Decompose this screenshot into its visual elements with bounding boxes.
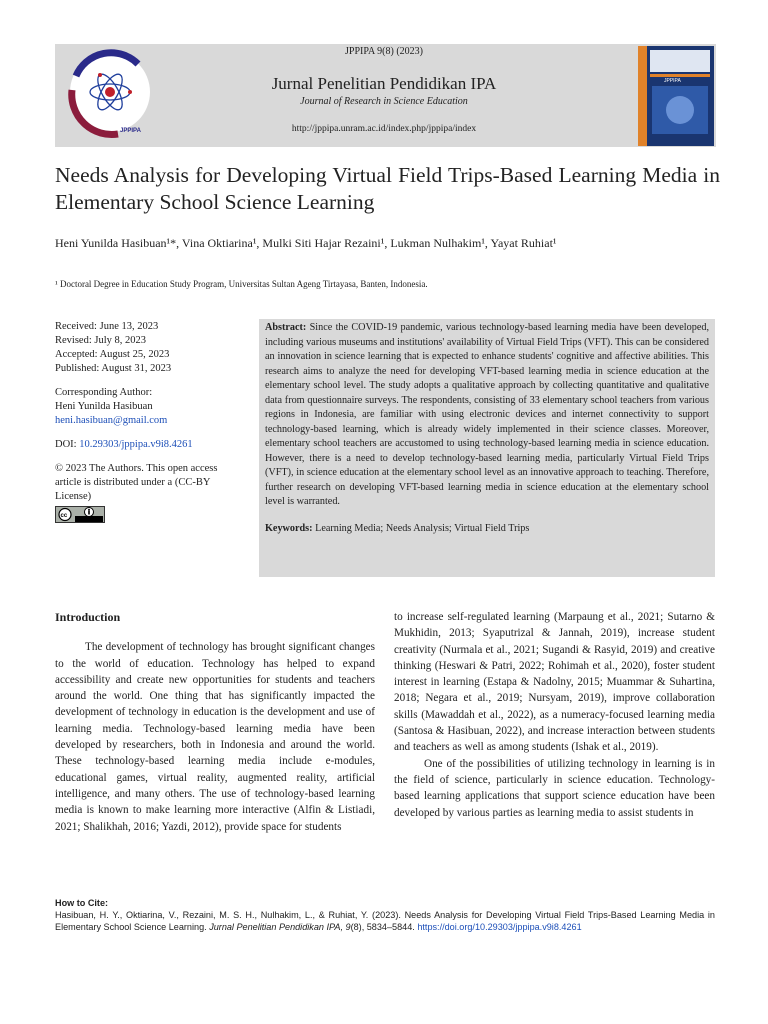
journal-cover-thumbnail (638, 46, 714, 146)
abstract-body: Since the COVID-19 pandemic, various technology-based learning media have been developed, including various museums and institutions' availability of Virtual Field Trips (VFT). This can be considered an innovation in science learning that is expected to enhance students' cognitive and affective abilities. This research aims to analyze the need for developing VFT-based learning media in science education at the elementary school level. The study adopts a qualitative approach by collecting quantitative and qualitative data from questionnaire surveys. The respondents, consisting of 33 elementary school teachers from various regions in Indonesia, are familiar with using electronic devices and internet connectivity to support technology-based learning, which is already widely implemented in their science classes. Moreover, elementary school teachers are accustomed to using technology-based learning media in science education. However, there is a need to develop technology-based learning media, particularly Virtual Field Trips (VFT), in science education at the elementary school level as an innovative approach to teaching. Therefore, further research on developing VFT-based learning media in science education at the elementary school level is warranted. (265, 322, 709, 507)
citation-text (55, 909, 715, 933)
body-column-right (394, 609, 715, 821)
logo-text: JPPIPA (120, 128, 141, 134)
keywords (265, 522, 709, 537)
license-text: © 2023 The Authors. This open access article is distributed under a (CC-BY License) (55, 463, 218, 502)
keywords-label: Keywords: (265, 522, 313, 534)
journal-volume: JPPIPA 9(8) (2023) (345, 46, 423, 57)
author-affiliation: ¹ Doctoral Degree in Education Study Program, Universitas Sultan Ageng Tirtayasa, Banten, Indonesia. (55, 279, 428, 289)
abstract-box (259, 319, 715, 577)
body-column-left (55, 609, 375, 835)
keywords-list: Learning Media; Needs Analysis; Virtual Field Trips (312, 522, 530, 534)
paragraph: The development of technology has brought significant changes to the world of education. Technology has helped to expand accessibility and create new opportunities for students and teachers around the world. One thing that has significantly impacted the development of technology in education is the development and use of learning media. Technology-based learning media have been developed by researchers, both in Indonesia and around the world. These technology-based learning media include e-modules, educational games, virtual reality, augmented reality, artificial intelligence, and many others. The use of technology-based learning media is known to make learning more interactive (Alfin & Listiadi, 2021; Shalikhah, 2016; Yazdi, 2012), provide space for students (55, 641, 375, 833)
corresponding-label: Corresponding Author: (55, 387, 153, 398)
paragraph: One of the possibilities of utilizing technology in learning is in the field of science, particularly in science education. Technology-based learning applications that support science education have been developed by various parties as learning media to assist students in (394, 757, 715, 819)
article-metadata (55, 320, 245, 538)
doi-label: DOI: (55, 439, 80, 450)
received-date: Received: June 13, 2023 (55, 321, 159, 332)
doi-link[interactable]: 10.29303/jppipa.v9i8.4261 (79, 439, 193, 450)
citation-reference: Hasibuan, H. Y., Oktiarina, V., Rezaini, M. S. H., Nulhakim, L., & Ruhiat, Y. (2023). Needs Analysis for Developing Virtual Field Trips-Based Learning Media in Elementary School Science Learning. (55, 910, 715, 932)
published-date: Published: August 31, 2023 (55, 363, 172, 374)
article-title: Needs Analysis for Developing Virtual Field Trips-Based Learning Media in Elementary School Science Learning (55, 163, 720, 214)
how-to-cite (55, 897, 715, 933)
accepted-date: Accepted: August 25, 2023 (55, 349, 170, 360)
revised-date: Revised: July 8, 2023 (55, 335, 146, 346)
journal-url[interactable]: http://jppipa.unram.ac.id/index.php/jppipa/index (291, 124, 477, 134)
abstract-label: Abstract: (265, 322, 307, 333)
abstract-text (265, 321, 709, 510)
journal-subtitle: Journal of Research in Science Education (300, 96, 468, 107)
citation-doi-link[interactable]: https://doi.org/10.29303/jppipa.v9i8.4261 (417, 922, 582, 932)
corresponding-email-link[interactable]: heni.hasibuan@gmail.com (55, 415, 168, 426)
journal-title: Jurnal Penelitian Pendidikan IPA (271, 74, 497, 93)
article-authors: Heni Yunilda Hasibuan¹*, Vina Oktiarina¹, Mulki Siti Hajar Rezaini¹, Lukman Nulhakim¹, Yayat Ruhiat¹ (55, 236, 557, 250)
cc-by-license-icon[interactable] (55, 506, 105, 523)
how-to-cite-label: How to Cite: (55, 898, 109, 908)
section-heading-introduction: Introduction (55, 610, 121, 624)
svg-text:cc: cc (60, 513, 68, 519)
citation-pages: (8), 5834–5844. (350, 922, 415, 932)
paragraph: to increase self-regulated learning (Marpaung et al., 2021; Sutarno & Mukhidin, 2013; Syaputrizal & Jannah, 2019), increase student creativity (Nurmala et al., 2021; Sugandi & Rasyid, 2019) and creative thinking (Heswari & Patri, 2022; Rohimah et al., 2020), foster student interest in learning (Estapa & Nadolny, 2015; Muammar & Suhartina, 2018; Negara et al., 2019; Nursyam, 2019), improve collaboration skills (Mawaddah et al., 2022), as a numeracy-focused learning media (Santosa & Hasibuan, 2022), and increase interaction between students and teachers as well as among students (Ishak et al., 2019). (394, 611, 715, 754)
cover-title: JPPIPA (664, 78, 681, 84)
citation-journal: Jurnal Penelitian Pendidikan IPA, 9 (209, 922, 351, 932)
corresponding-name: Heni Yunilda Hasibuan (55, 401, 153, 412)
